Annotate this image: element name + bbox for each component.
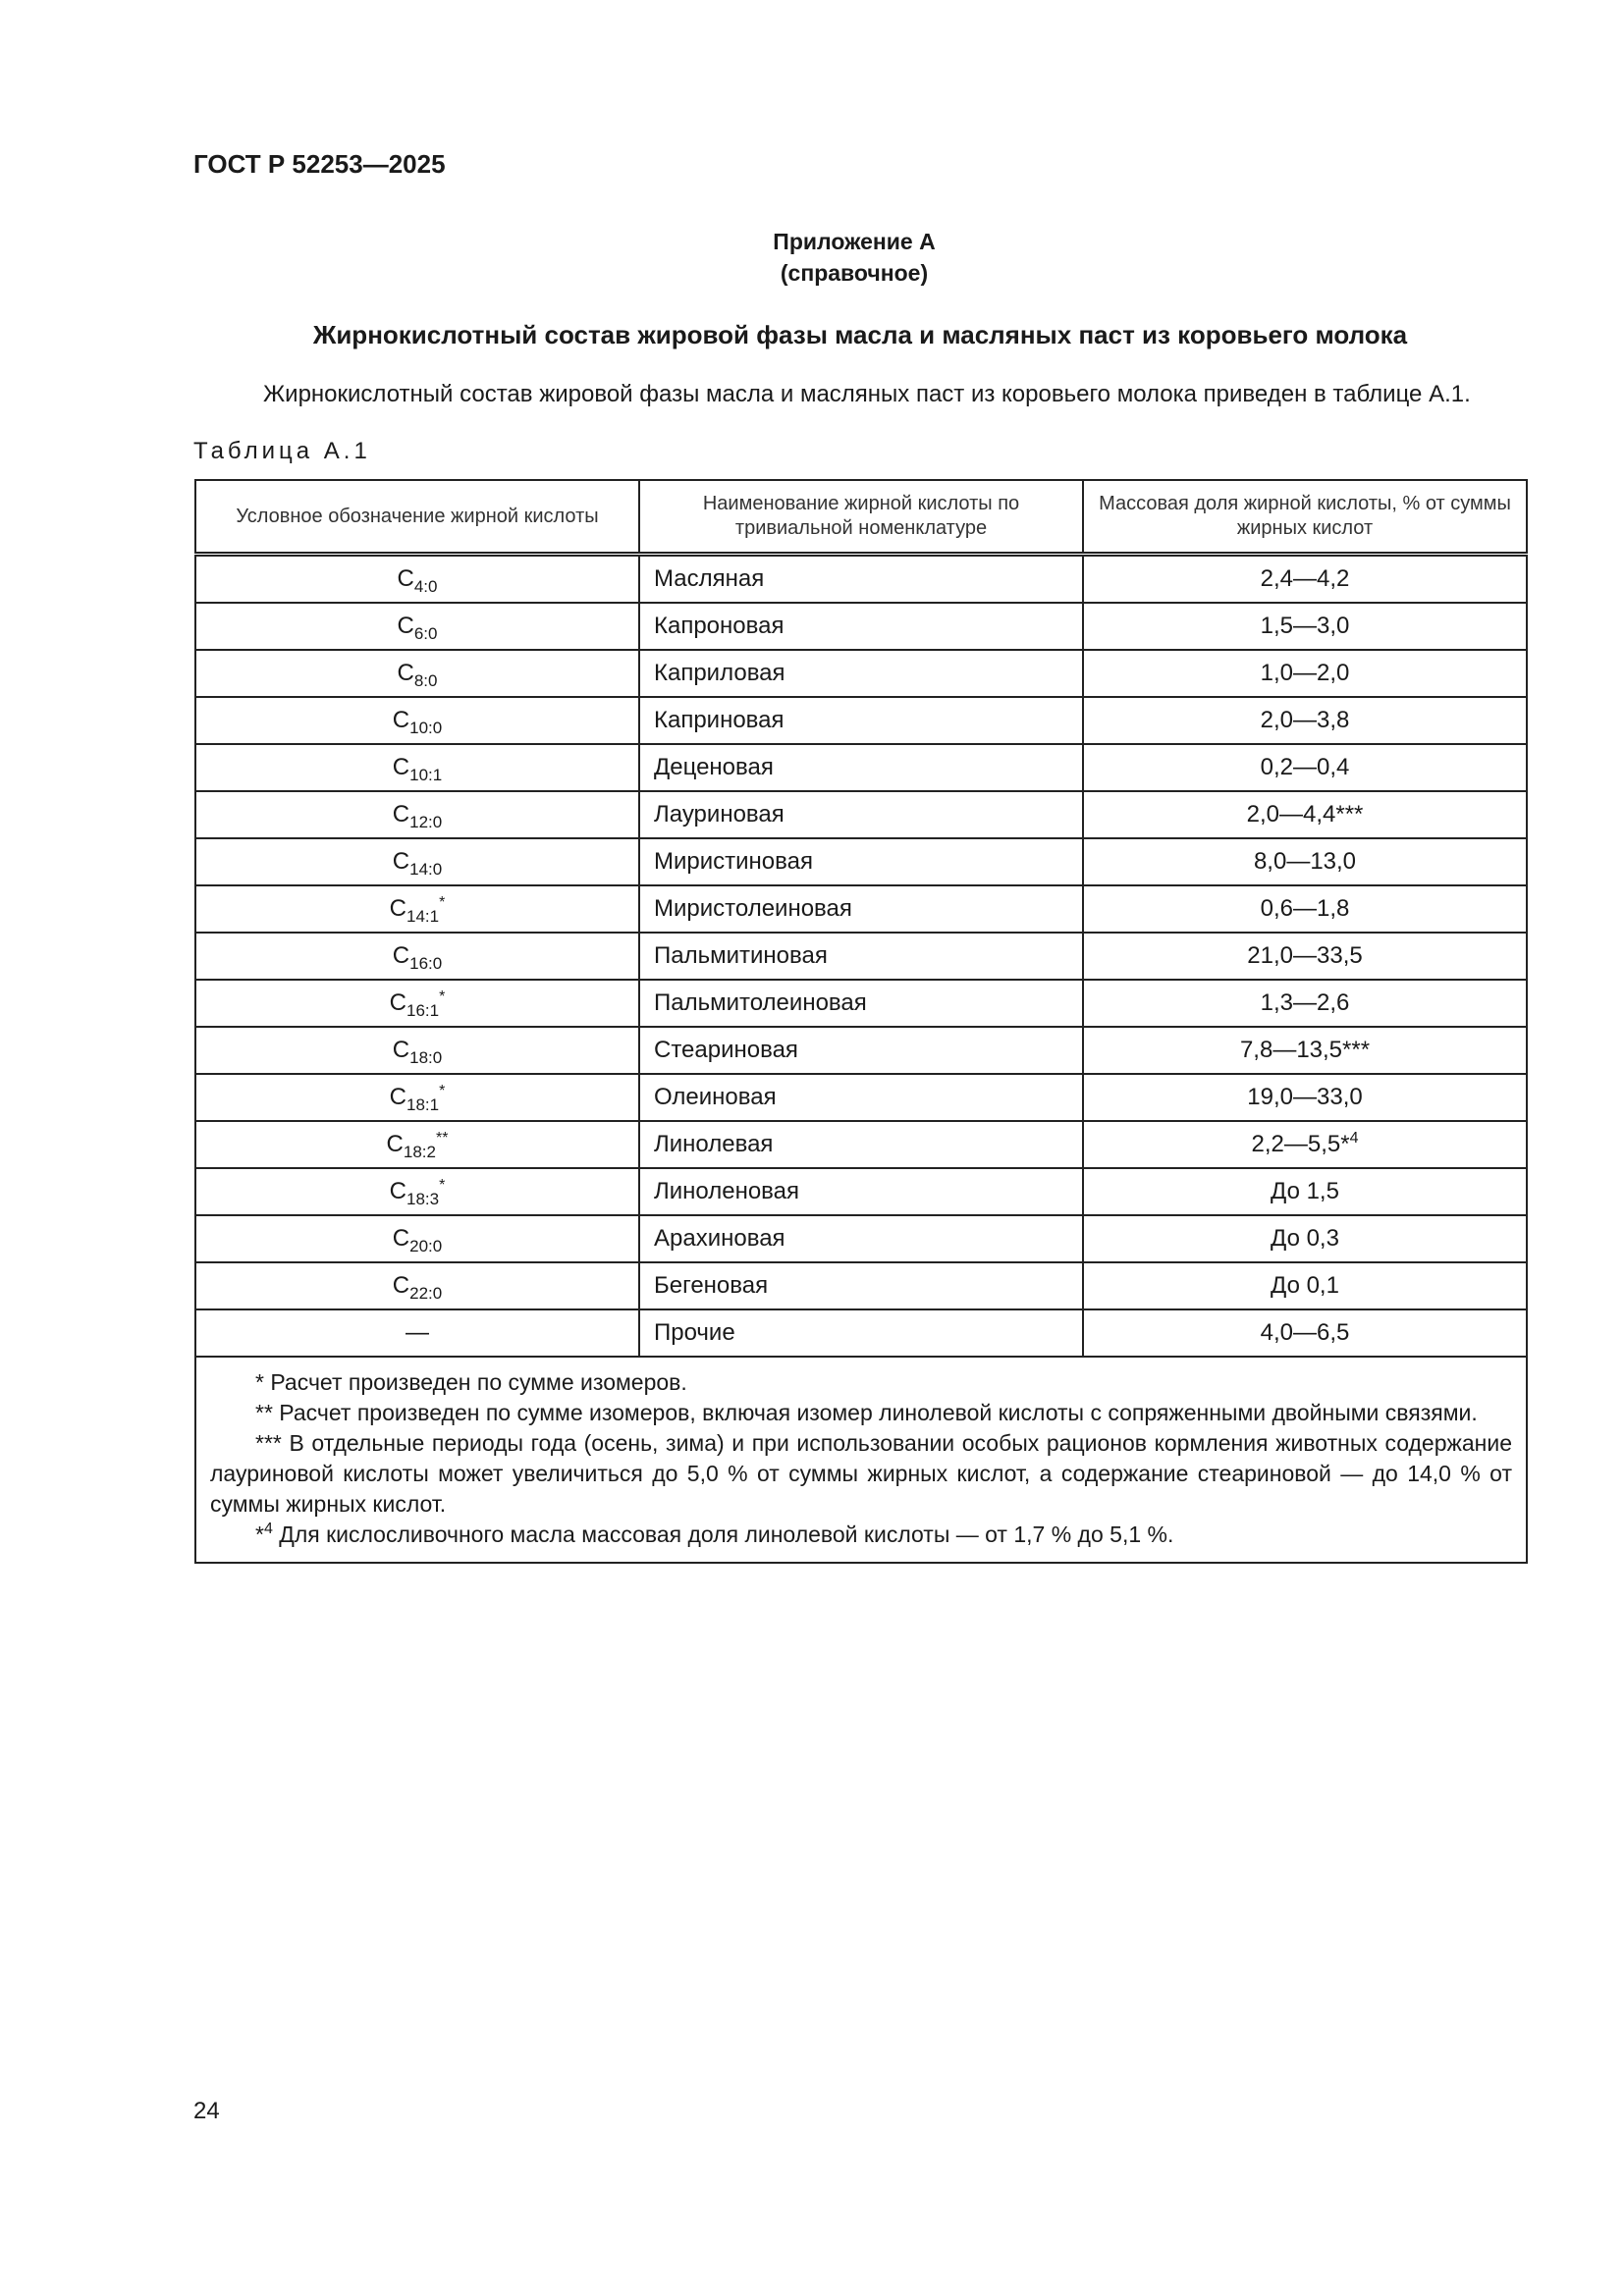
mass-fraction-value: 0,2—0,4 xyxy=(1260,754,1350,780)
acid-mass-fraction xyxy=(1083,744,1527,791)
page-number: 24 xyxy=(193,2098,220,2124)
designation-subscript: 14:0 xyxy=(409,860,443,879)
acid-designation xyxy=(195,791,639,838)
acid-designation xyxy=(195,603,639,650)
designation-subscript: 12:0 xyxy=(409,813,443,831)
table-footnote xyxy=(210,1520,1512,1550)
designation-subscript: 16:1 xyxy=(406,1001,440,1020)
acid-designation xyxy=(195,697,639,744)
footnote-text: Расчет произведен по сумме изомеров. xyxy=(270,1369,687,1395)
designation-base: C xyxy=(389,989,406,1016)
mass-fraction-value: 1,0—2,0 xyxy=(1260,660,1350,686)
fatty-acid-table xyxy=(194,479,1528,1564)
mass-fraction-value: 0,6—1,8 xyxy=(1260,895,1350,922)
acid-mass-fraction xyxy=(1083,1262,1527,1309)
acid-mass-fraction xyxy=(1083,1215,1527,1262)
acid-mass-fraction xyxy=(1083,555,1527,604)
table-row xyxy=(195,650,1527,697)
designation-subscript: 18:3 xyxy=(406,1190,440,1208)
header-designation: Условное обозначение жирной кислоты xyxy=(195,480,639,555)
table-row xyxy=(195,555,1527,604)
table-row xyxy=(195,1074,1527,1121)
designation-base: C xyxy=(389,895,406,922)
acid-designation xyxy=(195,933,639,980)
acid-mass-fraction xyxy=(1083,650,1527,697)
designation-base: C xyxy=(397,565,414,592)
designation-base: C xyxy=(392,1225,410,1252)
designation-subscript: 22:0 xyxy=(409,1284,443,1303)
mass-fraction-value: 7,8—13,5*** xyxy=(1239,1037,1371,1063)
acid-designation xyxy=(195,838,639,885)
designation-subscript: 18:2 xyxy=(403,1143,436,1161)
table-row xyxy=(195,1215,1527,1262)
acid-name: Линоленовая xyxy=(639,1168,1083,1215)
table-header-row xyxy=(195,480,1527,555)
designation-base: C xyxy=(389,1178,406,1204)
appendix-label: Приложение А xyxy=(773,229,936,254)
table-footnote xyxy=(210,1428,1512,1520)
designation-base: C xyxy=(389,1084,406,1110)
acid-name: Лауриновая xyxy=(639,791,1083,838)
designation-subscript: 14:1 xyxy=(406,907,440,926)
designation-subscript: 8:0 xyxy=(413,671,438,690)
designation-base: — xyxy=(406,1319,429,1346)
acid-name: Линолевая xyxy=(639,1121,1083,1168)
acid-mass-fraction xyxy=(1083,603,1527,650)
appendix-heading xyxy=(0,226,1624,289)
table-container xyxy=(194,479,1526,1564)
table-footnote xyxy=(210,1367,1512,1398)
mass-fraction-value: 1,5—3,0 xyxy=(1260,613,1350,639)
acid-designation xyxy=(195,1215,639,1262)
acid-name: Масляная xyxy=(639,555,1083,604)
designation-subscript: 6:0 xyxy=(413,624,438,643)
designation-subscript: 20:0 xyxy=(409,1237,443,1255)
table-row xyxy=(195,933,1527,980)
intro-paragraph: Жирнокислотный состав жировой фазы масла и масляных паст из коровьего молока приведен в таблице А.1. xyxy=(263,381,1471,407)
designation-base: C xyxy=(392,754,410,780)
acid-designation xyxy=(195,650,639,697)
acid-designation xyxy=(195,1262,639,1309)
acid-name: Каприновая xyxy=(639,697,1083,744)
footnote-mark-index: 4 xyxy=(263,1521,273,1537)
table-row xyxy=(195,697,1527,744)
acid-name: Каприловая xyxy=(639,650,1083,697)
designation-subscript: 18:0 xyxy=(409,1048,443,1067)
table-caption: Таблица А.1 xyxy=(193,438,371,464)
acid-designation xyxy=(195,885,639,933)
acid-mass-fraction xyxy=(1083,1074,1527,1121)
acid-name: Прочие xyxy=(639,1309,1083,1357)
acid-name: Миристиновая xyxy=(639,838,1083,885)
standard-code: ГОСТ Р 52253—2025 xyxy=(193,149,446,179)
acid-designation xyxy=(195,744,639,791)
designation-subscript: 18:1 xyxy=(406,1095,440,1114)
acid-designation xyxy=(195,1027,639,1074)
designation-base: C xyxy=(397,613,414,639)
mass-fraction-value: До 1,5 xyxy=(1271,1178,1339,1204)
designation-footnote-mark: * xyxy=(439,1177,446,1194)
header-mass-fraction: Массовая доля жирной кислоты, % от суммы жирных кислот xyxy=(1083,480,1527,555)
table-row xyxy=(195,838,1527,885)
mass-fraction-value: 8,0—13,0 xyxy=(1253,848,1357,875)
mass-fraction-value: 19,0—33,0 xyxy=(1247,1084,1363,1110)
mass-fraction-footnote-index: 4 xyxy=(1349,1130,1359,1147)
table-row xyxy=(195,980,1527,1027)
header-name: Наименование жирной кислоты по тривиальной номенклатуре xyxy=(639,480,1083,555)
table-row xyxy=(195,603,1527,650)
acid-name: Деценовая xyxy=(639,744,1083,791)
acid-designation xyxy=(195,1309,639,1357)
designation-base: C xyxy=(386,1131,404,1157)
mass-fraction-value: 2,4—4,2 xyxy=(1260,565,1350,592)
mass-fraction-value: До 0,3 xyxy=(1271,1225,1339,1252)
table-notes-row xyxy=(195,1357,1527,1563)
table-footnote xyxy=(210,1398,1512,1428)
acid-mass-fraction xyxy=(1083,697,1527,744)
acid-name: Пальмитиновая xyxy=(639,933,1083,980)
designation-subscript: 4:0 xyxy=(413,577,438,596)
designation-base: C xyxy=(392,1037,410,1063)
table-row xyxy=(195,1121,1527,1168)
mass-fraction-value: 21,0—33,5 xyxy=(1247,942,1363,969)
acid-mass-fraction xyxy=(1083,1168,1527,1215)
designation-base: C xyxy=(397,660,414,686)
designation-footnote-mark: ** xyxy=(435,1130,449,1147)
table-notes xyxy=(195,1357,1527,1563)
acid-mass-fraction xyxy=(1083,1309,1527,1357)
designation-footnote-mark: * xyxy=(439,988,446,1005)
acid-mass-fraction xyxy=(1083,1121,1527,1168)
acid-name: Капроновая xyxy=(639,603,1083,650)
designation-footnote-mark: * xyxy=(439,1083,446,1099)
acid-mass-fraction xyxy=(1083,1027,1527,1074)
footnote-text: Для кислосливочного масла массовая доля линолевой кислоты — от 1,7 % до 5,1 %. xyxy=(279,1522,1174,1547)
mass-fraction-value: 2,0—4,4*** xyxy=(1246,801,1364,828)
table-body xyxy=(195,555,1527,1358)
acid-designation xyxy=(195,980,639,1027)
acid-mass-fraction xyxy=(1083,980,1527,1027)
mass-fraction-value: 1,3—2,6 xyxy=(1260,989,1350,1016)
table-row xyxy=(195,744,1527,791)
designation-subscript: 10:0 xyxy=(409,719,443,737)
mass-fraction-value: 4,0—6,5 xyxy=(1260,1319,1350,1346)
acid-designation xyxy=(195,1168,639,1215)
designation-subscript: 10:1 xyxy=(409,766,443,784)
table-row xyxy=(195,1027,1527,1074)
footnote-mark: * xyxy=(255,1369,264,1395)
acid-name: Стеариновая xyxy=(639,1027,1083,1074)
designation-subscript: 16:0 xyxy=(409,954,443,973)
mass-fraction-value: 2,0—3,8 xyxy=(1260,707,1350,733)
acid-designation xyxy=(195,1074,639,1121)
acid-designation xyxy=(195,555,639,604)
acid-mass-fraction xyxy=(1083,885,1527,933)
appendix-type: (справочное) xyxy=(780,260,929,286)
footnote-mark: * xyxy=(255,1522,264,1547)
acid-name: Бегеновая xyxy=(639,1262,1083,1309)
appendix-title: Жирнокислотный состав жировой фазы масла и масляных паст из коровьего молока xyxy=(312,320,1408,349)
acid-name: Олеиновая xyxy=(639,1074,1083,1121)
table-row xyxy=(195,1262,1527,1309)
acid-mass-fraction xyxy=(1083,791,1527,838)
table-row xyxy=(195,791,1527,838)
table-row xyxy=(195,1168,1527,1215)
table-row xyxy=(195,885,1527,933)
designation-base: C xyxy=(392,942,410,969)
mass-fraction-value: 2,2—5,5* xyxy=(1251,1131,1350,1157)
acid-mass-fraction xyxy=(1083,838,1527,885)
acid-name: Пальмитолеиновая xyxy=(639,980,1083,1027)
designation-base: C xyxy=(392,1272,410,1299)
designation-base: C xyxy=(392,801,410,828)
acid-mass-fraction xyxy=(1083,933,1527,980)
designation-base: C xyxy=(392,848,410,875)
designation-footnote-mark: * xyxy=(439,894,446,911)
acid-designation xyxy=(195,1121,639,1168)
footnote-mark: *** xyxy=(255,1430,282,1456)
designation-base: C xyxy=(392,707,410,733)
acid-name: Арахиновая xyxy=(639,1215,1083,1262)
acid-name: Миристолеиновая xyxy=(639,885,1083,933)
footnote-mark: ** xyxy=(255,1400,273,1425)
footnote-text: В отдельные периоды года (осень, зима) и при использовании особых рационов кормления животных содержание лауриновой кислоты может увеличиться до 5,0 % от суммы жирных кислот, а содержание стеариновой — до 14,0 % от суммы жирных кислот. xyxy=(210,1430,1513,1517)
footnote-text: Расчет произведен по сумме изомеров, включая изомер линолевой кислоты с сопряженными двойными связями. xyxy=(279,1400,1478,1425)
mass-fraction-value: До 0,1 xyxy=(1271,1272,1339,1299)
table-row xyxy=(195,1309,1527,1357)
